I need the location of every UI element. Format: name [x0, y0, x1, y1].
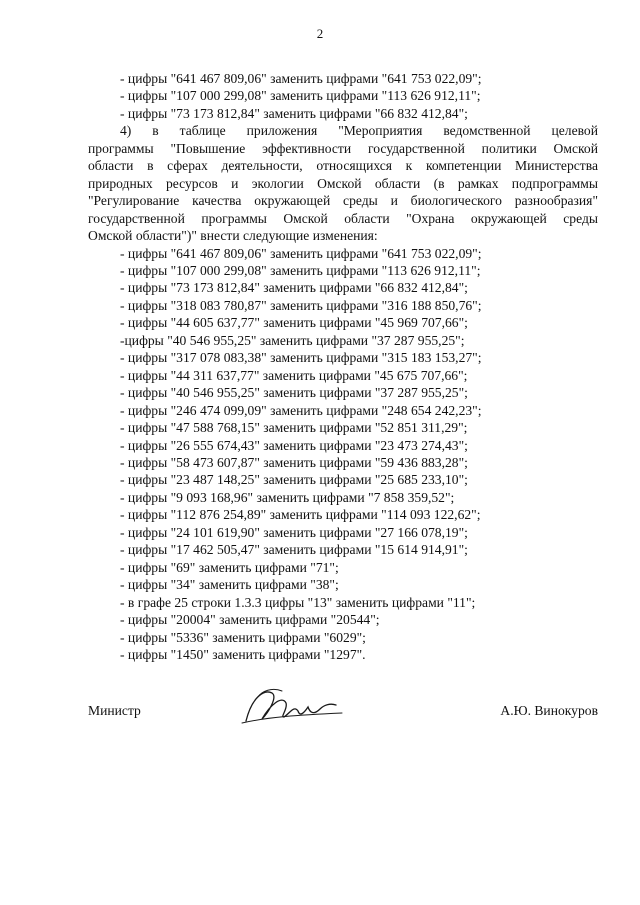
- change-line: - цифры "17 462 505,47" заменить цифрами "15 614 914,91";: [120, 542, 468, 558]
- change-line: - цифры "107 000 299,08" заменить цифрами "113 626 912,11";: [120, 262, 481, 278]
- change-line: - цифры "317 078 083,38" заменить цифрами "315 183 153,27";: [120, 350, 482, 366]
- text-line: - цифры "641 467 809,06" заменить цифрами "641 753 022,09";: [120, 71, 482, 86]
- change-line: - цифры "246 474 099,09" заменить цифрами "248 654 242,23";: [120, 402, 482, 418]
- change-line: - цифры "47 588 768,15" заменить цифрами "52 851 311,29";: [120, 420, 468, 436]
- change-line: - цифры "69" заменить цифрами "71";: [120, 559, 339, 575]
- change-line: - цифры "73 173 812,84" заменить цифрами "66 832 412,84";: [120, 280, 468, 296]
- text-line: - цифры "107 000 299,08" заменить цифрами "113 626 912,11";: [120, 88, 481, 104]
- change-line: - цифры "23 487 148,25" заменить цифрами "25 685 233,10";: [120, 472, 468, 488]
- change-line: - цифры "58 473 607,87" заменить цифрами "59 436 883,28";: [120, 454, 468, 470]
- change-line: - цифры "26 555 674,43" заменить цифрами "23 473 274,43";: [120, 437, 468, 453]
- text-line: - цифры "73 173 812,84" заменить цифрами "66 832 412,84";: [120, 105, 468, 121]
- paragraph-line: государственной программы Омской области "Охрана окружающей среды: [88, 210, 598, 226]
- signature-block: [88, 697, 598, 737]
- paragraph-line: природных ресурсов и экологии Омской области (в рамках подпрограммы: [88, 175, 598, 191]
- change-line: - цифры "24 101 619,90" заменить цифрами "27 166 078,19";: [120, 524, 468, 540]
- change-line: - цифры "44 605 637,77" заменить цифрами "45 969 707,66";: [120, 315, 468, 331]
- handwritten-signature: [238, 683, 348, 729]
- change-line: - цифры "318 083 780,87" заменить цифрами "316 188 850,76";: [120, 297, 482, 313]
- change-line: - цифры "44 311 637,77" заменить цифрами "45 675 707,66";: [120, 367, 468, 383]
- change-line: - цифры "9 093 168,96" заменить цифрами "7 858 359,52";: [120, 489, 455, 505]
- document-body: [88, 70, 598, 663]
- change-line: - цифры "1450" заменить цифрами "1297".: [120, 646, 366, 662]
- change-line: - цифры "20004" заменить цифрами "20544";: [120, 612, 380, 628]
- signatory-title: Министр: [88, 703, 141, 718]
- change-line: - цифры "112 876 254,89" заменить цифрами "114 093 122,62";: [120, 507, 481, 523]
- change-line: - в графе 25 строки 1.3.3 цифры "13" заменить цифрами "11";: [120, 594, 476, 610]
- paragraph-line: "Регулирование качества окружающей среды и биологического разнообразия": [88, 193, 598, 209]
- change-line: - цифры "40 546 955,25" заменить цифрами "37 287 955,25";: [120, 385, 468, 401]
- change-line: - цифры "34" заменить цифрами "38";: [120, 577, 339, 593]
- change-line: -цифры "40 546 955,25" заменить цифрами "37 287 955,25";: [120, 332, 465, 348]
- signatory-name: А.Ю. Винокуров: [500, 703, 598, 718]
- paragraph-line: программы "Повышение эффективности государственной политики Омской: [88, 140, 598, 156]
- paragraph-line: Омской области")" внести следующие изменения:: [88, 228, 378, 244]
- paragraph-line: 4) в таблице приложения "Мероприятия ведомственной целевой: [120, 123, 598, 139]
- paragraph-line: области в сферах деятельности, относящихся к компетенции Министерства: [88, 158, 598, 174]
- change-line: - цифры "641 467 809,06" заменить цифрами "641 753 022,09";: [120, 245, 482, 261]
- page-number: 2: [316, 26, 324, 41]
- change-line: - цифры "5336" заменить цифрами "6029";: [120, 629, 366, 645]
